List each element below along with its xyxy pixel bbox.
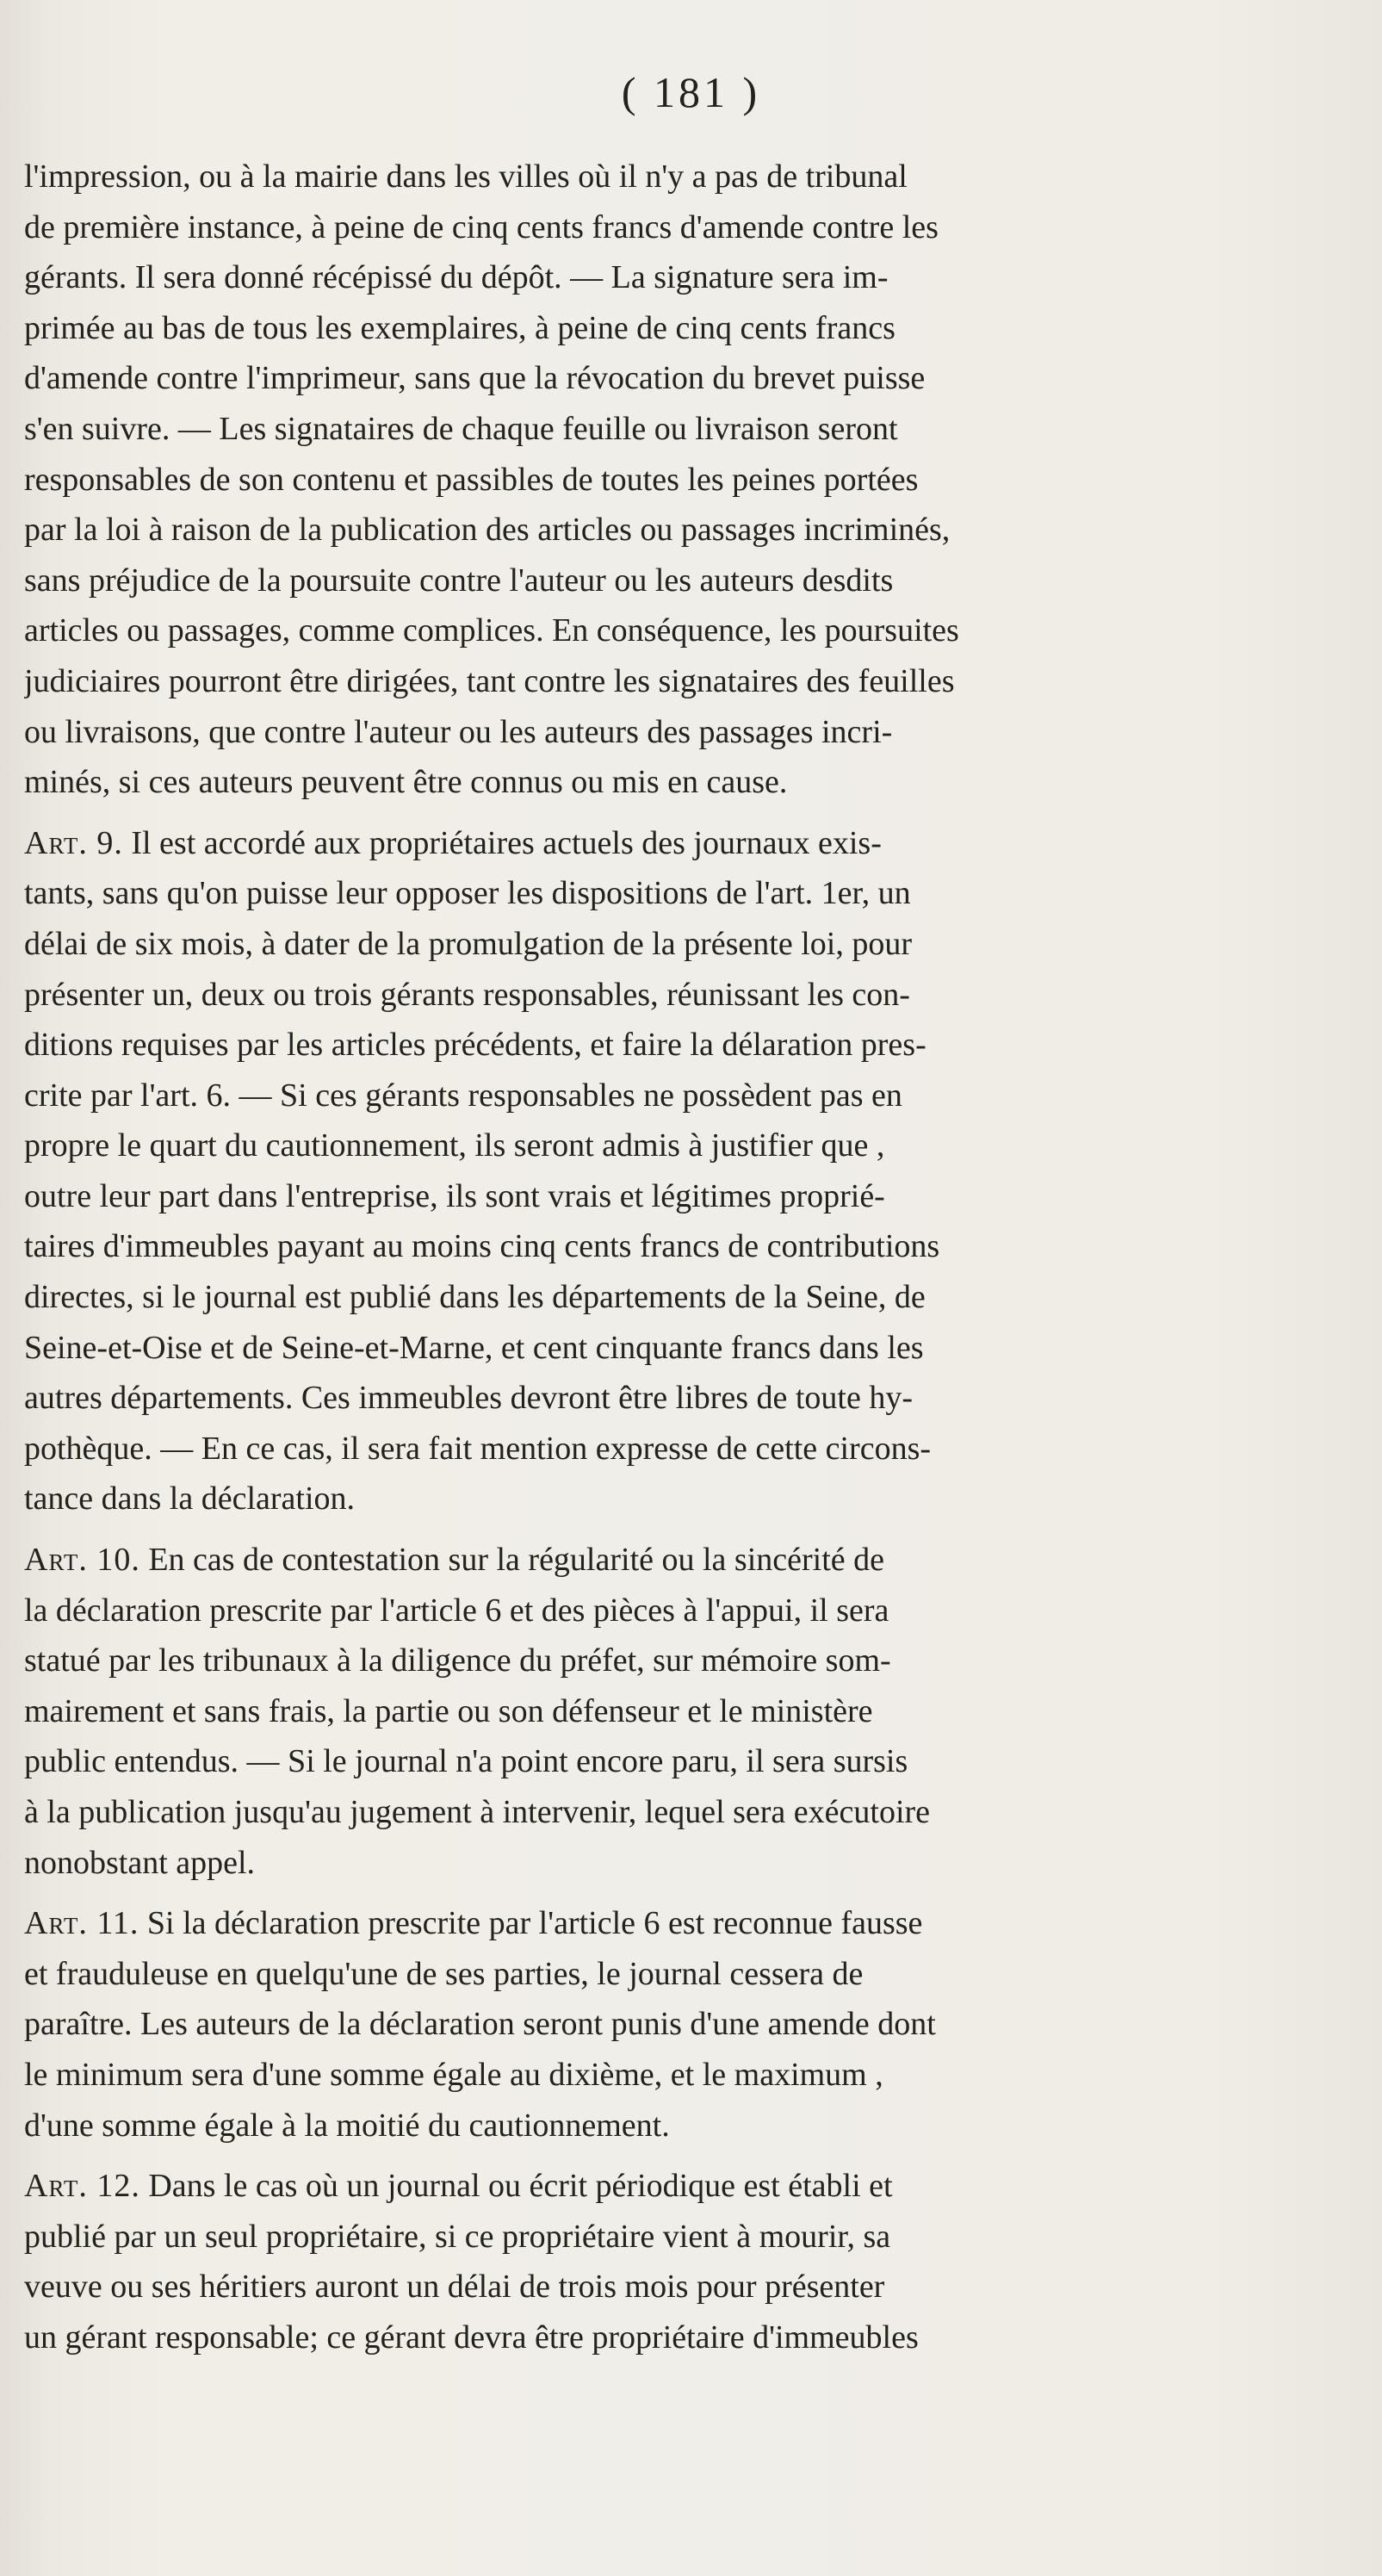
text-line [24, 1535, 1311, 1586]
text-line: délai de six mois, à dater de la promulgation de la présente loi, pour [24, 925, 912, 962]
text-line: ditions requises par les articles précédents, et faire la délaration pres- [24, 1027, 926, 1064]
text-line: veuve ou ses héritiers auront un délai de trois mois pour présenter [24, 2269, 885, 2306]
text-line: Seine-et-Oise et de Seine-et-Marne, et cent cinquante francs dans les [24, 1329, 924, 1366]
text-line: mairement et sans frais, la partie ou son défenseur et le ministère [24, 1692, 873, 1729]
text-line: statué par les tribunaux à la diligence du préfet, sur mémoire som- [24, 1642, 891, 1679]
text-line [24, 818, 1311, 869]
text-line-rest: Dans le cas où un journal ou écrit périodique est établi et [139, 2168, 893, 2205]
text-line: sans préjudice de la poursuite contre l'auteur ou les auteurs desdits [24, 562, 894, 599]
text-line: un gérant responsable; ce gérant devra être propriétaire d'immeubles [24, 2318, 919, 2356]
paragraph-continued [24, 152, 1311, 808]
paragraph-art-11 [24, 1898, 1311, 2151]
text-line: articles ou passages, comme complices. En conséquence, les poursuites [24, 612, 959, 649]
text-line [24, 1898, 1311, 1949]
text-line [24, 2161, 1311, 2212]
paragraph-art-10 [24, 1535, 1311, 1888]
text-line: nonobstant appel. [24, 1844, 256, 1881]
text-line-rest: Si la déclaration prescrite par l'article 6 est reconnue fausse [139, 1905, 923, 1942]
text-line: propre le quart du cautionnement, ils seront admis à justifier que , [24, 1127, 885, 1164]
text-line: ou livraisons, que contre l'auteur ou les auteurs des passages incri- [24, 713, 893, 750]
text-line: primée au bas de tous les exemplaires, à peine de cinq cents francs [24, 309, 896, 346]
page-number: ( 181 ) [621, 68, 761, 116]
text-line-rest: Il est accordé aux propriétaires actuels des journaux exis- [122, 824, 882, 861]
text-line: pothèque. — En ce cas, il sera fait mention expresse de cette circons- [24, 1430, 932, 1467]
article-label: Art. 12. [24, 2168, 140, 2205]
text-line-rest: En cas de contestation sur la régularité ou la sincérité de [139, 1542, 884, 1579]
article-label: Art. 9. [24, 824, 123, 861]
body-text [24, 152, 1311, 2363]
text-line: crite par l'art. 6. — Si ces gérants responsables ne possèdent pas en [24, 1077, 902, 1114]
text-line: tance dans la déclaration. [24, 1480, 356, 1518]
text-line: présenter un, deux ou trois gérants responsables, réunissant les con- [24, 976, 910, 1013]
text-line: autres départements. Ces immeubles devront être libres de toute hy- [24, 1380, 914, 1417]
text-line: s'en suivre. — Les signataires de chaque feuille ou livraison seront [24, 410, 898, 447]
paragraph-art-9 [24, 818, 1311, 1524]
text-line: outre leur part dans l'entreprise, ils sont vrais et légitimes proprié- [24, 1177, 885, 1214]
text-line: par la loi à raison de la publication des articles ou passages incriminés, [24, 512, 951, 549]
text-line: à la publication jusqu'au jugement à intervenir, lequel sera exécutoire [24, 1794, 931, 1830]
text-line: paraître. Les auteurs de la déclaration seront punis d'une amende dont [24, 2006, 936, 2043]
text-line: judiciaires pourront être dirigées, tant contre les signataires des feuilles [24, 662, 955, 699]
article-label: Art. 11. [24, 1905, 139, 1942]
text-line: responsables de son contenu et passibles de toutes les peines portées [24, 461, 919, 498]
text-line: le minimum sera d'une somme égale au dixième, et le maximum , [24, 2056, 883, 2093]
paragraph-art-12 [24, 2161, 1311, 2362]
text-line: et frauduleuse en quelqu'une de ses parties, le journal cessera de [24, 1955, 864, 1992]
text-line: la déclaration prescrite par l'article 6 et des pièces à l'appui, il sera [24, 1592, 889, 1629]
text-line: d'une somme égale à la moitié du cautionnement. [24, 2107, 670, 2144]
text-line: public entendus. — Si le journal n'a point encore paru, il sera sursis [24, 1743, 908, 1780]
text-line: directes, si le journal est publié dans les départements de la Seine, de [24, 1279, 926, 1316]
text-line: d'amende contre l'imprimeur, sans que la révocation du brevet puisse [24, 360, 926, 397]
text-line: minés, si ces auteurs peuvent être connus ou mis en cause. [24, 764, 788, 801]
article-label: Art. 10. [24, 1542, 140, 1579]
text-line: taires d'immeubles payant au moins cinq cents francs de contributions [24, 1228, 940, 1265]
text-line: publié par un seul propriétaire, si ce propriétaire vient à mourir, sa [24, 2218, 891, 2255]
text-line: tants, sans qu'on puisse leur opposer les dispositions de l'art. 1er, un [24, 875, 911, 912]
text-line: de première instance, à peine de cinq cents francs d'amende contre les [24, 208, 939, 245]
text-line: gérants. Il sera donné récépissé du dépôt. — La signature sera im- [24, 259, 889, 296]
text-line: l'impression, ou à la mairie dans les villes où il n'y a pas de tribunal [24, 158, 908, 195]
